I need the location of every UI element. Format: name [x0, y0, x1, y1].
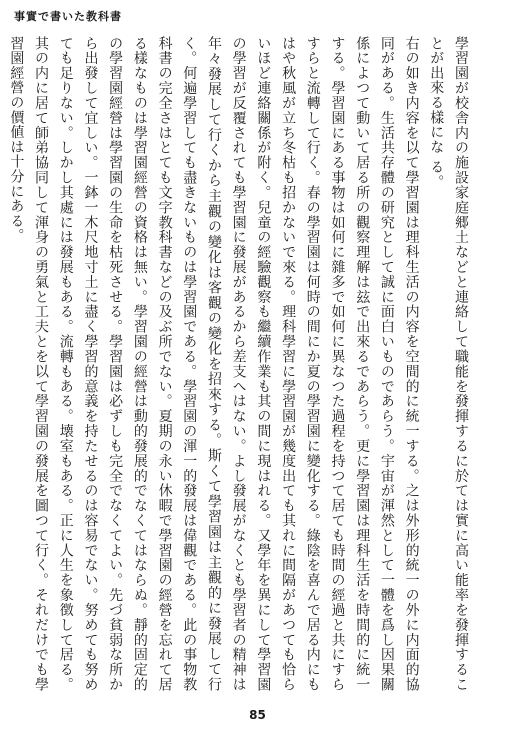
running-head: 事實で書いた教科書 — [14, 10, 122, 23]
vertical-body-text — [8, 36, 473, 692]
closing-line — [0, 36, 4, 692]
opening-line: 學習園が校舎内の施設家庭郷土などと連絡して職能を發揮するに於ては實に高い能率を發揮することが出來る樣にな る。 — [428, 36, 469, 692]
page-number: 85 — [249, 708, 266, 722]
main-paragraph: 右の如き内容を以て學習園は理科生活の内容を空間的に統一する。之は外形的統一の外に内面的協同がある。生活共存體の研究として誠に面白いものであらう。宇宙が渾然として一體を爲し因果關係によつて動いて居る所の觀察理解は玆で出來るであらう。更に學習園は理科生活を時間的に統一する。學習園にある事物は如何に雜多で如何に異なつた過程を持つて居ても時間の經過と共にすらすらと流轉して行く。春の學習園は何時の間にか夏の學習園に變化する。綠陰を喜んで居る内にもはや秋風が立ち冬枯も招かないで來る。理科學習に學習園が幾度出ても其れに間隔があつても恰らいほど連絡關係が附く。兒童の經驗觀察も繼續作業も其の間に現はれる。又學年を異にして學習園の學習が反覆されても學習園に發展があるから差支へはない。よし發展がなくとも學習者の精神は年々發展して行くから主觀の變化は客觀の變化を招來する。斯くて學習園は主觀的に發展して行く。何遍學習しても盡きないものは學習園である。學習園の渾一的發展は偉觀である。此の事物教科書の完全さはとても文字教科書などの及ぶ所でない。夏期の永い休暇で學習園の經營を忘れて居る樣なものは學習園經營の資格は無い。學習園の經營は動的發展的でなくてはならぬ。靜的固定的の學習園經營は學習園の生命を枯死させる。學習園は必ずしも完全でなくてよい。先づ貧弱な所から出發して宜しい。一鉢一木尺地寸土に盡く學習的意義を持たせるのは容易でない。努めても努めても足りない。しかし其處には發展もある。流轉もある。壊室もある。正に人生を象徴して居る。其の内に居て師弟協同して渾身の勇氣と工夫とを以て學習園の發展を圖つて行く。それだけでも學習園經營の價値は十分にある。 — [8, 36, 420, 692]
